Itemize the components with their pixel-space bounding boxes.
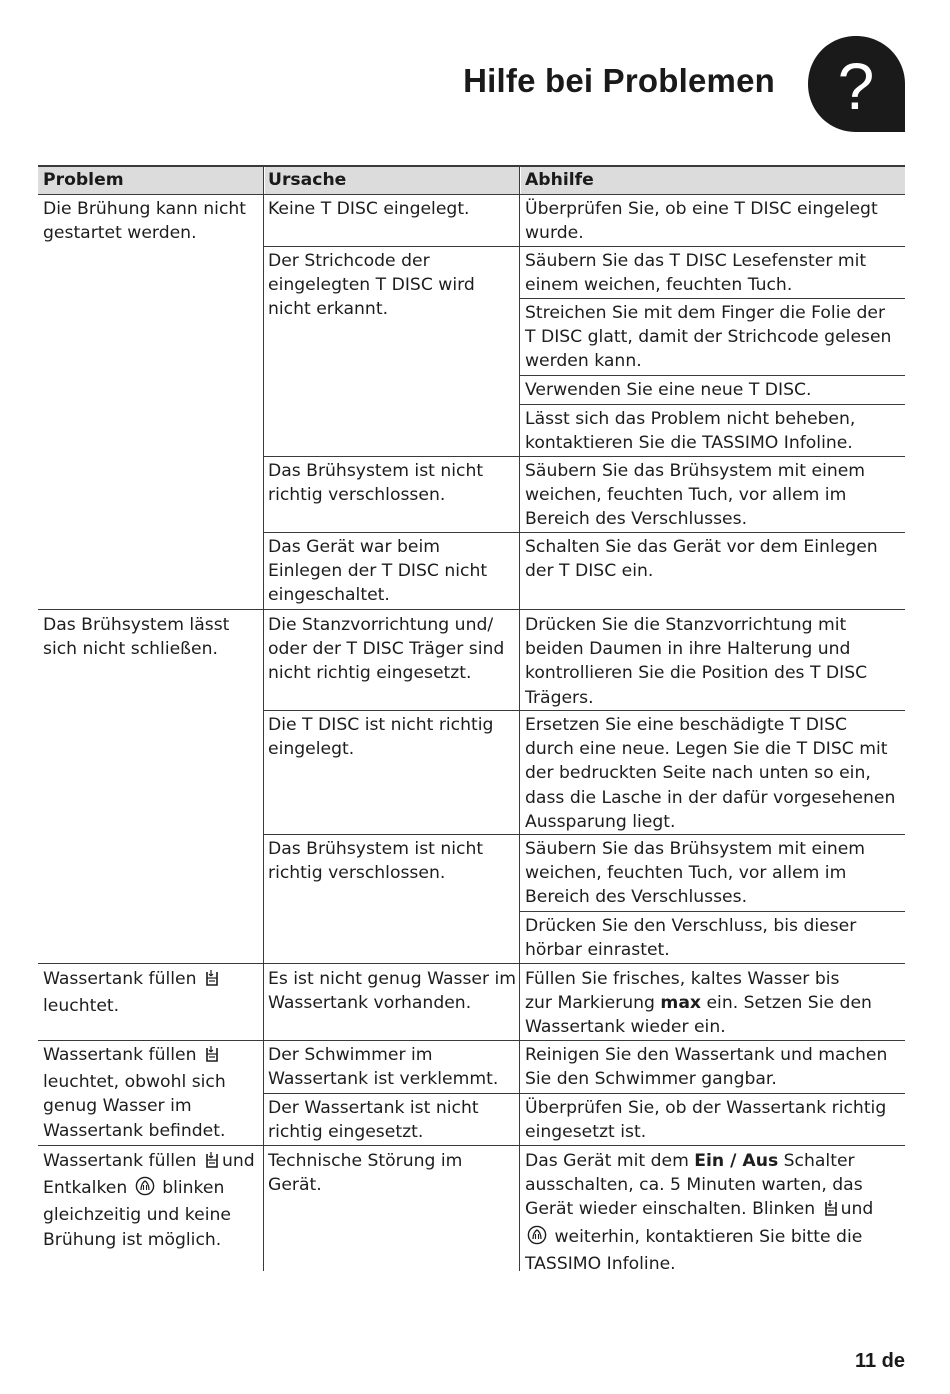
cause-cell: Keine T DISC eingelegt. xyxy=(268,199,470,219)
water-tank-icon xyxy=(204,969,220,994)
solution-cell: Drücken Sie den Verschluss, bis dieser hörbar einrastet. xyxy=(525,916,857,961)
cause-cell: Der Wassertank ist nicht richtig eingesetzt. xyxy=(268,1098,479,1143)
cause-cell: Die Stanzvorrichtung und/ oder der T DISC Träger sind nicht richtig eingesetzt. xyxy=(268,615,505,684)
cause-cell: Das Brühsystem ist nicht richtig verschlossen. xyxy=(268,461,484,506)
row-divider xyxy=(38,963,905,964)
problem-cell: Die Brühung kann nicht gestartet werden. xyxy=(43,199,247,244)
problem-cell: Wassertank füllen leuchtet. xyxy=(43,967,222,1018)
cause-cell: Das Gerät war beim Einlegen der T DISC nicht eingeschaltet. xyxy=(268,537,488,606)
row-divider xyxy=(520,298,905,299)
cause-cell: Die T DISC ist nicht richtig eingelegt. xyxy=(268,715,494,760)
water-tank-icon xyxy=(204,1045,220,1070)
cause-cell: Der Strichcode der eingelegten T DISC wird nicht erkannt. xyxy=(268,251,475,320)
solution-cell: Drücken Sie die Stanzvorrichtung mit beiden Daumen in ihre Halterung und kontrollieren Sie die Position des T DISC Trägers. xyxy=(525,615,868,708)
water-tank-icon xyxy=(204,1151,220,1176)
solution-cell: Überprüfen Sie, ob eine T DISC eingelegt wurde. xyxy=(525,199,878,244)
problem-cell: Wassertank füllen und Entkalken blinken gleichzeitig und keine Brühung ist möglich. xyxy=(43,1151,255,1250)
cause-cell: Der Schwimmer im Wassertank ist verklemmt. xyxy=(268,1045,499,1090)
solution-cell: Füllen Sie frisches, kaltes Wasser bis zur Markierung max ein. Setzen Sie den Wassertank wieder ein. xyxy=(525,969,872,1038)
row-divider xyxy=(264,1093,905,1094)
cause-cell: Es ist nicht genug Wasser im Wassertank vorhanden. xyxy=(268,969,517,1014)
cause-cell: Das Brühsystem ist nicht richtig verschlossen. xyxy=(268,839,484,884)
svg-text:?: ? xyxy=(837,49,875,123)
max-marking-text: max xyxy=(660,993,701,1014)
solution-cell: Schalten Sie das Gerät vor dem Einlegen der T DISC ein. xyxy=(525,537,878,582)
solution-cell: Überprüfen Sie, ob der Wassertank richtig eingesetzt ist. xyxy=(525,1098,887,1143)
table-top-rule xyxy=(38,165,905,167)
solution-cell: Ersetzen Sie eine beschädigte T DISC durch eine neue. Legen Sie die T DISC mit der bedruckten Seite nach unten so ein, dass die Lasche in der dafür vorgesehenen Aussparung liegt. xyxy=(525,715,896,832)
solution-cell: Säubern Sie das Brühsystem mit einem weichen, feuchten Tuch, vor allem im Bereich des Verschlusses. xyxy=(525,839,866,908)
row-divider xyxy=(38,609,905,610)
solution-cell: Lässt sich das Problem nicht beheben, kontaktieren Sie die TASSIMO Infoline. xyxy=(525,409,856,454)
row-divider xyxy=(520,404,905,405)
solution-cell: Säubern Sie das Brühsystem mit einem weichen, feuchten Tuch, vor allem im Bereich des Verschlusses. xyxy=(525,461,866,530)
page-number: 11 de xyxy=(854,1350,905,1372)
solution-cell: Reinigen Sie den Wassertank und machen Sie den Schwimmer gangbar. xyxy=(525,1045,888,1090)
solution-cell: Streichen Sie mit dem Finger die Folie der T DISC glatt, damit der Strichcode gelesen werden kann. xyxy=(525,303,892,372)
page-title: Hilfe bei Problemen xyxy=(463,62,775,99)
row-divider xyxy=(264,532,905,533)
column-divider xyxy=(519,165,520,1271)
column-header-problem: Problem xyxy=(43,170,124,190)
on-off-switch-text: Ein / Aus xyxy=(694,1151,779,1171)
row-divider xyxy=(38,1040,905,1041)
problem-cell: Wassertank füllen leuchtet, obwohl sich genug Wasser im Wassertank befindet. xyxy=(43,1045,226,1141)
row-divider xyxy=(264,834,905,835)
row-divider xyxy=(264,246,905,247)
row-divider xyxy=(264,456,905,457)
row-divider xyxy=(38,1145,905,1146)
problem-cell: Das Brühsystem lässt sich nicht schließen. xyxy=(43,615,230,660)
header-rule xyxy=(38,194,905,195)
row-divider xyxy=(520,375,905,376)
descale-icon xyxy=(527,1225,547,1252)
column-header-ursache: Ursache xyxy=(268,170,347,190)
solution-cell: Verwenden Sie eine neue T DISC. xyxy=(525,380,812,400)
water-tank-icon xyxy=(823,1199,839,1224)
row-divider xyxy=(520,911,905,912)
question-mark-icon xyxy=(808,36,905,132)
column-divider xyxy=(263,165,264,1271)
solution-cell: Das Gerät mit dem Ein / Aus Schalter ausschalten, ca. 5 Minuten warten, das Gerät wieder einschalten. Blinken und weiterhin, kontaktieren Sie bitte die TASSIMO Infoline. xyxy=(525,1151,874,1274)
column-header-abhilfe: Abhilfe xyxy=(525,170,594,190)
descale-icon xyxy=(135,1176,155,1203)
solution-cell: Säubern Sie das T DISC Lesefenster mit einem weichen, feuchten Tuch. xyxy=(525,251,867,296)
row-divider xyxy=(264,710,905,711)
cause-cell: Technische Störung im Gerät. xyxy=(268,1151,463,1196)
troubleshooting-table xyxy=(38,165,905,1274)
